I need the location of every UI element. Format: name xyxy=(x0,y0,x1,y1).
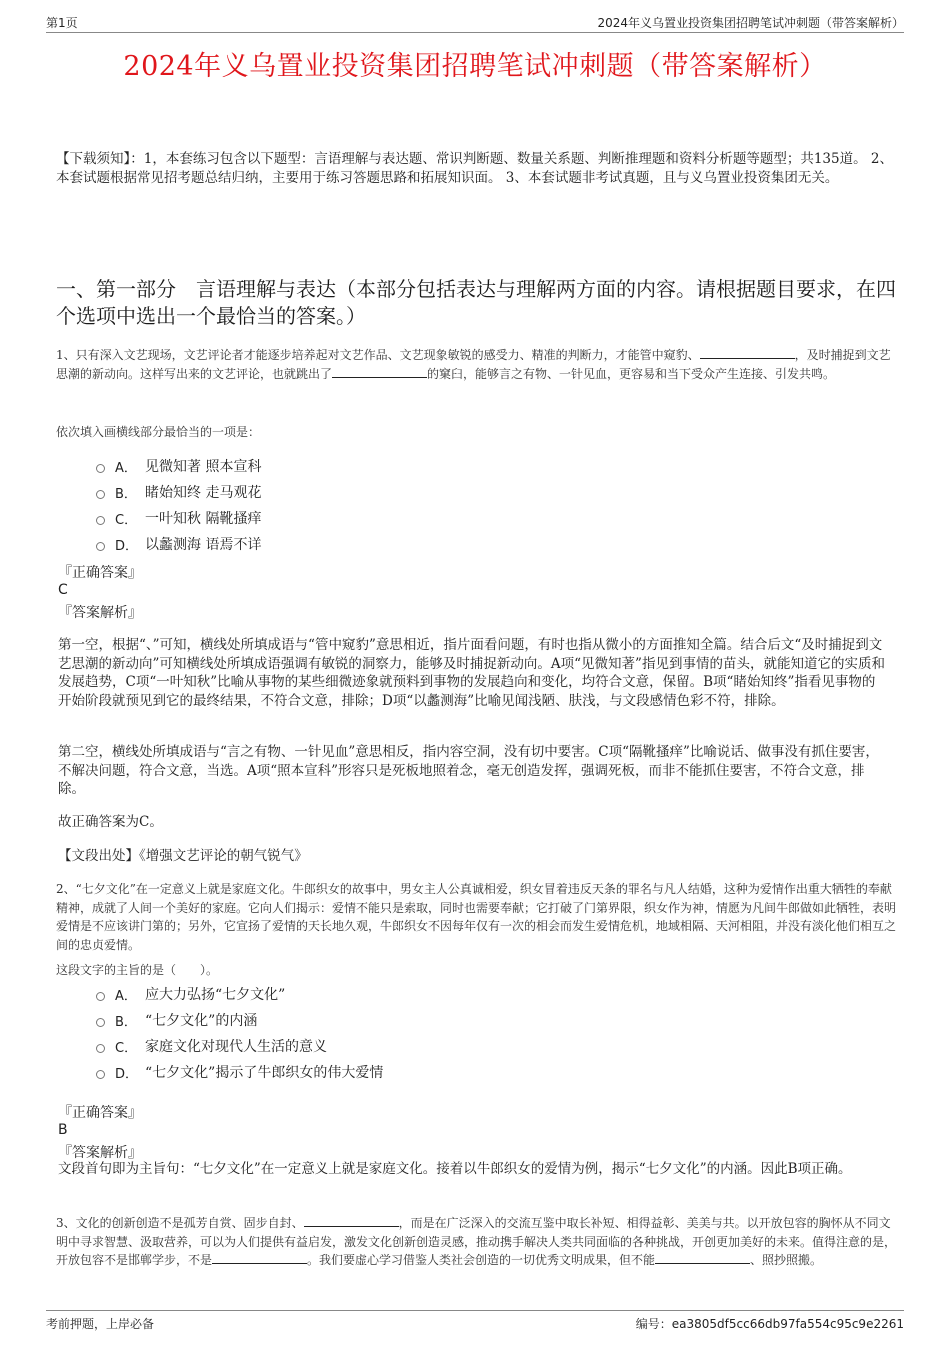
page-header xyxy=(46,12,904,33)
q3-part1: 3、文化的创新创造不是孤芳自赏、固步自封、 xyxy=(56,1216,304,1230)
fill-blank xyxy=(700,346,795,359)
correct-answer-label: 『正确答案』 xyxy=(58,1105,142,1121)
question-1-prompt: 依次填入画横线部分最恰当的一项是： xyxy=(56,425,261,439)
analysis-paragraph-2: 第二空，横线处所填成语与“言之有物、一针见血”意思相反，指内容空洞，没有切中要害。C项“隔靴搔痒”比喻说话、做事没有抓住要害，不解决问题，符合文意，当选。A项“照本宣科”形容只是死板地照着念，毫无创造发挥，强调死板，而非不能抓住要害，不符合文意，排除。 xyxy=(58,744,879,797)
page-number: 第1页 xyxy=(46,16,78,30)
q1-part3: 的窠臼，能够言之有物、一针见血，更容易和当下受众产生连接、引发共鸣。 xyxy=(427,366,836,381)
document-title: 2024年义乌置业投资集团招聘笔试冲刺题（带答案解析） xyxy=(123,51,827,82)
section-title: 一、第一部分 言语理解与表达（本部分包括表达与理解两方面的内容。请根据题目要求，在四个选项中选出一个最恰当的答案。） xyxy=(56,277,896,328)
analysis-label: 『答案解析』 xyxy=(58,605,142,621)
question-2-prompt: 这段文字的主旨的是（ ）。 xyxy=(56,963,219,977)
option-a[interactable]: A． 见微知著 照本宣科 xyxy=(96,453,261,479)
analysis-conclusion: 故正确答案为C。 xyxy=(58,814,163,830)
option-a[interactable]: A． 应大力弘扬“七夕文化” xyxy=(96,981,383,1007)
radio-button[interactable] xyxy=(96,516,105,525)
analysis-paragraph-1: 第一空，根据“、”可知，横线处所填成语与“管中窥豹”意思相近，指片面看问题，有时也指从微小的方面推知全篇。结合后文“及时捕捉到文艺思潮的新动向”可知横线处所填成语强调有敏锐的洞察力，能够及时捕捉新动向。A项“见微知著”指见到事情的苗头，就能知道它的实质和发展趋势，C项“一叶知秋”比喻从事物的某些细微迹象就预料到事物的发展趋向和变化，均符合文意，保留。B项“睹始知终”指看见事物的开始阶段就预见到它的最终结果，不符合文意，排除；D项“以蠡测海”比喻见闻浅陋、肤浅，与文段感情色彩不符，排除。 xyxy=(58,637,885,709)
fill-blank xyxy=(304,1214,399,1227)
radio-button[interactable] xyxy=(96,542,105,551)
option-d[interactable]: D． “七夕文化”揭示了牛郎织女的伟大爱情 xyxy=(96,1059,383,1085)
question-3-text xyxy=(56,1214,896,1270)
q3-part4: 、照抄照搬。 xyxy=(750,1253,823,1267)
radio-button[interactable] xyxy=(96,992,105,1001)
correct-answer: B xyxy=(58,1122,68,1138)
question-1-text xyxy=(56,346,896,383)
fill-blank xyxy=(212,1251,307,1264)
q3-part3: 。我们要虚心学习借鉴人类社会创造的一切优秀文明成果，但不能 xyxy=(307,1253,656,1267)
q3-part2: ，而是在广泛深入的交流互鉴中取长补短、相得益彰、美美与共。以开放包容的胸怀从不同文明中寻求智慧、汲取营养，可以为人们提供有益启发，激发文化创新创造灵感，推动携手解决人类共同面临的各种挑战，开创更加美好的未来。值得注意的是，开放包容不是邯郸学步，不是 xyxy=(56,1216,897,1267)
correct-answer-label: 『正确答案』 xyxy=(58,565,142,581)
option-c[interactable]: C． 家庭文化对现代人生活的意义 xyxy=(96,1033,383,1059)
q1-part1: 1、只有深入文艺现场，文艺评论者才能逐步培养起对文艺作品、文艺现象敏锐的感受力、精准的判断力，才能管中窥豹、 xyxy=(56,348,700,362)
radio-button[interactable] xyxy=(96,1070,105,1079)
radio-button[interactable] xyxy=(96,1044,105,1053)
radio-button[interactable] xyxy=(96,490,105,499)
option-b[interactable]: B． “七夕文化”的内涵 xyxy=(96,1007,383,1033)
source-citation: 【文段出处】《增强文艺评论的朝气锐气》 xyxy=(58,848,308,864)
question-2-options xyxy=(96,981,383,1085)
download-notice: 【下载须知】：1，本套练习包含以下题型：言语理解与表达题、常识判断题、数量关系题、判断推理题和资料分析题等题型；共135道。 2、本套试题根据常见招考题总结归纳，主要用于练习答题思路和拓展知识面。 3、本套试题非考试真题，且与义乌置业投资集团无关。 xyxy=(56,151,893,186)
fill-blank xyxy=(332,365,427,378)
analysis-label: 『答案解析』 xyxy=(58,1145,142,1161)
question-1-options xyxy=(96,453,261,557)
header-doc-title: 2024年义乌置业投资集团招聘笔试冲刺题（带答案解析） xyxy=(597,16,904,30)
footer-code: 编号：ea3805df5cc66db97fa554c95c9e2261 xyxy=(635,1317,904,1331)
correct-answer: C xyxy=(58,582,68,598)
radio-button[interactable] xyxy=(96,1018,105,1027)
question-2-text: 2、“七夕文化”在一定意义上就是家庭文化。牛郎织女的故事中，男女主人公真诚相爱，织女冒着违反天条的罪名与凡人结婚，这种为爱情作出重大牺牲的奉献精神，成就了人间一个美好的家庭。它向人们揭示：爱情不能只是索取，同时也需要奉献；它打破了门第界限，织女作为神，情愿为凡间牛郎做如此牺牲，表明爱情是不应该讲门第的；另外，它宣扬了爱情的天长地久观，牛郎织女不因每年仅有一次的相会而发生爱情危机，地域相隔、天河相阻，并没有淡化他们相互之间的忠贞爱情。 xyxy=(56,882,897,952)
page-footer xyxy=(46,1310,904,1333)
analysis-paragraph: 文段首句即为主旨句：“七夕文化”在一定意义上就是家庭文化。接着以牛郎织女的爱情为例，揭示“七夕文化”的内涵。因此B项正确。 xyxy=(58,1161,852,1177)
radio-button[interactable] xyxy=(96,464,105,473)
q1-part2: ，及时捕捉到文艺思潮的新动向。这样写出来的文艺评论，也就跳出了 xyxy=(56,348,891,381)
option-d[interactable]: D． 以蠡测海 语焉不详 xyxy=(96,531,261,557)
option-c[interactable]: C． 一叶知秋 隔靴搔痒 xyxy=(96,505,261,531)
fill-blank xyxy=(655,1251,750,1264)
footer-slogan: 考前押题，上岸必备 xyxy=(46,1317,155,1331)
option-b[interactable]: B． 睹始知终 走马观花 xyxy=(96,479,261,505)
